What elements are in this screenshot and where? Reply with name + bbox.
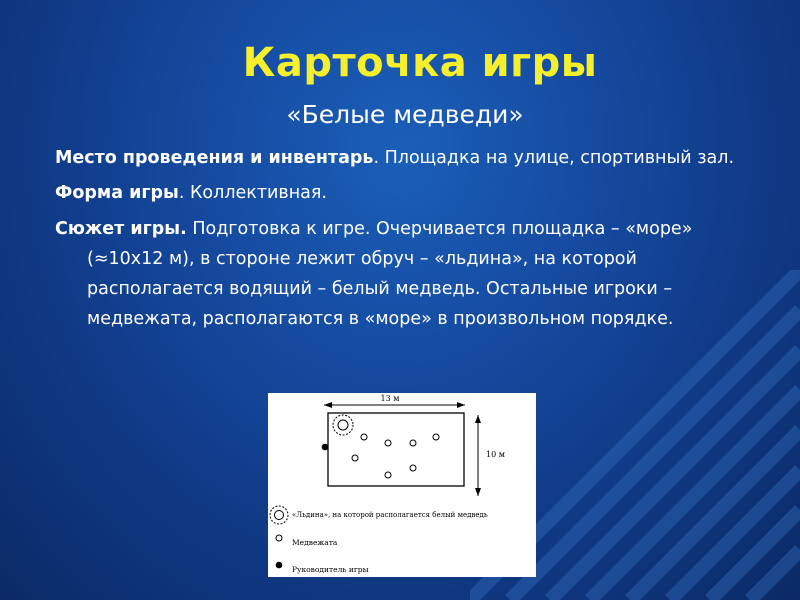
ice-floe-icon [333,415,353,435]
paragraph-plot-text: Подготовка к игре. Очерчивается площадка – «море» (≈10х12 м), в стороне лежит обруч – «льдина», на которой располагается водящий – белый медведь. Остальные игроки – медвежата, располагаются в «море» в произвольном порядке. [87,219,693,329]
paragraph-place-text: . Площадка на улице, спортивный зал. [373,148,735,168]
paragraph-form [55,179,755,207]
diagram-drawing [268,393,536,577]
paragraph-form-label: Форма игры [55,183,179,203]
height-arrow-up-icon [475,415,481,423]
sea-field [328,413,464,486]
cub-icon [385,472,391,478]
game-field-diagram [268,393,536,577]
legend-ice-floe-icon [270,506,288,524]
legend-cub-icon [276,535,282,541]
cub-icon [385,440,391,446]
body-text [55,144,755,341]
legend [270,506,488,574]
paragraph-plot-label: Сюжет игры. [55,219,187,239]
height-arrow-down-icon [475,488,481,496]
cub-icon [361,434,367,440]
legend-cubs-label: Медвежата [292,538,338,547]
legend-leader-icon [276,562,283,569]
slide-subtitle: «Белые медведи» [286,100,524,129]
cub-icon [433,434,439,440]
width-label: 13 м [380,394,400,403]
cub-icon [410,465,416,471]
paragraph-place-label: Место проведения и инвентарь [55,148,374,168]
height-label: 10 м [486,450,505,459]
paragraph-place [55,144,755,172]
leader-dot-icon [322,444,329,451]
legend-ice-floe-label: «Льдина», на которой располагается белый медведь [292,511,488,519]
width-arrow-left-icon [324,402,332,408]
slide-title: Карточка игры [242,40,598,86]
cub-icon [352,455,358,461]
legend-leader-label: Руководитель игры [292,565,369,574]
paragraph-plot [55,214,755,334]
paragraph-form-text: . Коллективная. [178,183,327,203]
cub-icon [410,440,416,446]
width-arrow-right-icon [457,402,465,408]
